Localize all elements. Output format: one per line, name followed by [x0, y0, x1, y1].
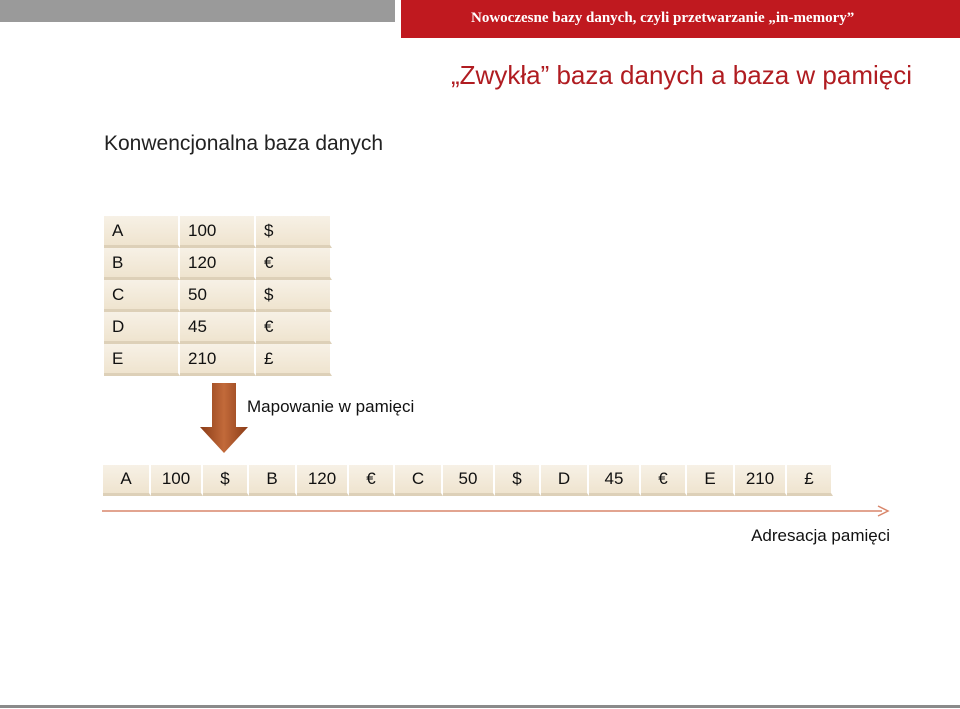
row-value: 100: [180, 216, 256, 248]
cell-value: 45: [589, 465, 641, 496]
row-value: 50: [180, 280, 256, 312]
cell-currency: $: [495, 465, 541, 496]
banner-text: Nowoczesne bazy danych, czyli przetwarzanie „in-memory”: [471, 10, 855, 26]
row-value: 45: [180, 312, 256, 344]
cell-key: C: [395, 465, 443, 496]
row-key: D: [104, 312, 180, 344]
header-banner: [401, 0, 960, 38]
table-row: [104, 248, 332, 280]
cell-value: 100: [151, 465, 203, 496]
address-arrow-icon: [102, 503, 892, 519]
cell-key: E: [687, 465, 735, 496]
table-row: [104, 216, 332, 248]
row-currency: €: [256, 248, 332, 280]
bottom-divider: [0, 705, 960, 708]
row-key: B: [104, 248, 180, 280]
conventional-table: [104, 216, 332, 376]
table-row: [104, 312, 332, 344]
cell-value: 210: [735, 465, 787, 496]
section-title: Konwencjonalna baza danych: [104, 132, 384, 155]
cell-key: D: [541, 465, 589, 496]
table-row: [104, 280, 332, 312]
cell-currency: $: [203, 465, 249, 496]
table-row: [103, 465, 833, 496]
cell-currency: €: [641, 465, 687, 496]
cell-currency: £: [787, 465, 833, 496]
addressing-label: Adresacja pamięci: [751, 526, 890, 545]
top-grey-bar: [0, 0, 395, 22]
cell-value: 120: [297, 465, 349, 496]
memory-layout-row: [103, 465, 833, 496]
row-currency: $: [256, 216, 332, 248]
row-value: 120: [180, 248, 256, 280]
row-currency: £: [256, 344, 332, 376]
row-currency: $: [256, 280, 332, 312]
cell-value: 50: [443, 465, 495, 496]
row-key: E: [104, 344, 180, 376]
row-key: A: [104, 216, 180, 248]
row-value: 210: [180, 344, 256, 376]
cell-key: B: [249, 465, 297, 496]
row-currency: €: [256, 312, 332, 344]
down-arrow-icon: [200, 383, 248, 453]
mapping-label: Mapowanie w pamięci: [247, 397, 415, 416]
cell-key: A: [103, 465, 151, 496]
table-row: [104, 344, 332, 376]
slide-title: „Zwykła” baza danych a baza w pamięci: [451, 60, 912, 90]
row-key: C: [104, 280, 180, 312]
cell-currency: €: [349, 465, 395, 496]
